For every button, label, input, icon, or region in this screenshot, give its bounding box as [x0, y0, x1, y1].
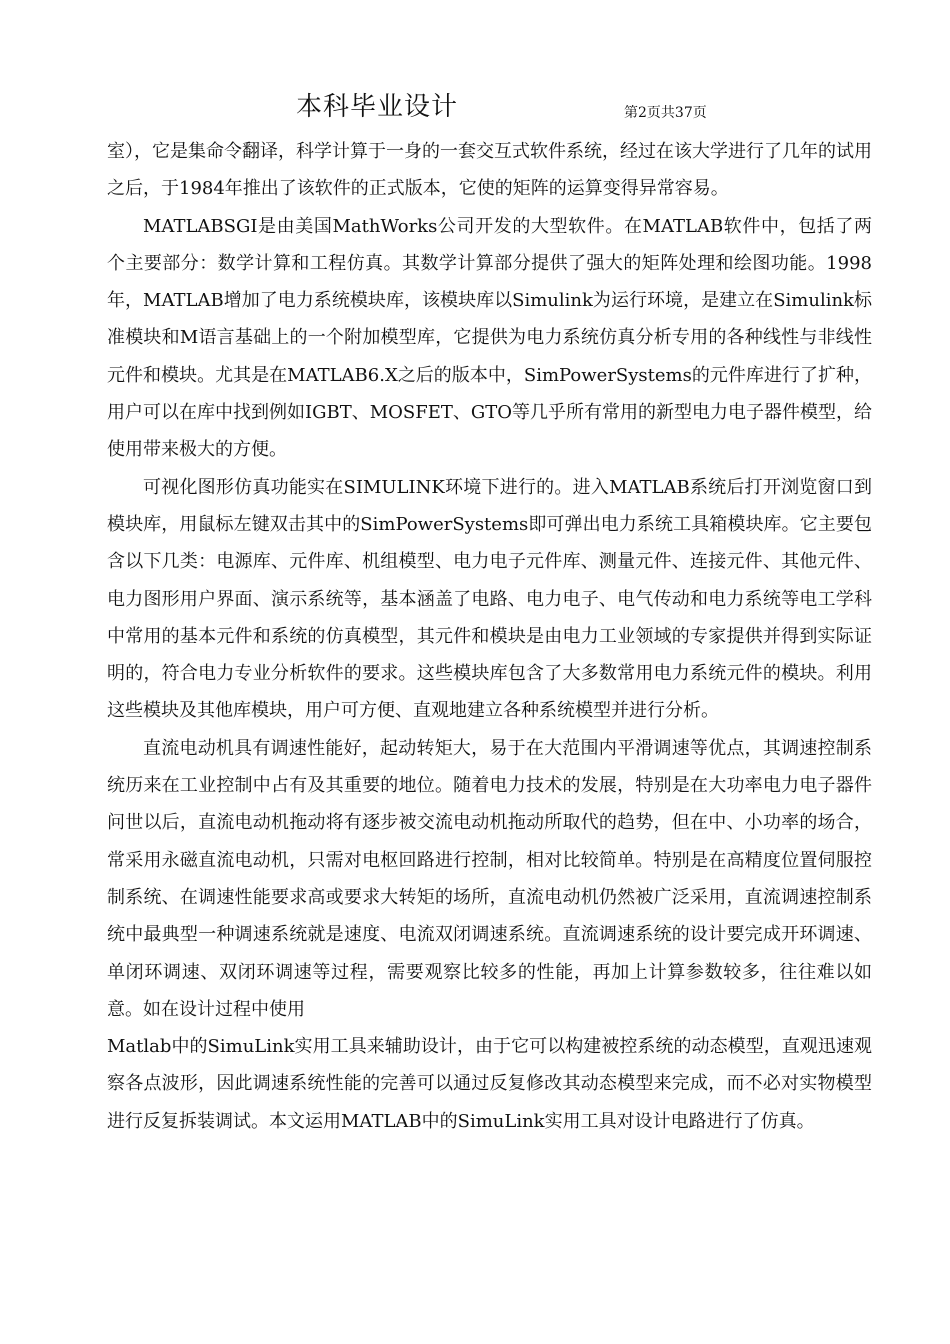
- page-number: 第2页共37页: [624, 105, 707, 121]
- paragraph: 直流电动机具有调速性能好，起动转矩大，易于在大范围内平滑调速等优点，其调速控制系统历来在工业控制中占有及其重要的地位。随着电力技术的发展，特别是在大功率电力电子器件问世以后，直流电动机拖动将有逐步被交流电动机拖动所取代的趋势，但在中、小功率的场合，常采用永磁直流电动机，只需对电枢回路进行控制，相对比较简单。特别是在高精度位置伺服控制系统、在调速性能要求高或要求大转矩的场所，直流电动机仍然被广泛采用，直流调速控制系统中最典型一种调速系统就是速度、电流双闭调速系统。直流调速系统的设计要完成开环调速、单闭环调速、双闭环调速等过程，需要观察比较多的性能，再加上计算参数较多，往往难以如意。如在设计过程中使用: [107, 737, 872, 1020]
- paragraph: Matlab中的SimuLink实用工具来辅助设计，由于它可以构建被控系统的动态模型，直观迅速观察各点波形，因此调速系统性能的完善可以通过反复修改其动态模型来完成，而不必对实物模型进行反复拆装调试。本文运用MATLAB中的SimuLink实用工具对设计电路进行了仿真。: [107, 1036, 872, 1132]
- paragraph: 室），它是集命令翻译，科学计算于一身的一套交互式软件系统，经过在该大学进行了几年的试用之后，于1984年推出了该软件的正式版本，它使的矩阵的运算变得异常容易。: [107, 141, 872, 200]
- page-header: [0, 82, 950, 126]
- paragraph: MATLABSGI是由美国MathWorks公司开发的大型软件。在MATLAB软件中，包括了两个主要部分：数学计算和工程仿真。其数学计算部分提供了强大的矩阵处理和绘图功能。1998年，MATLAB增加了电力系统模块库，该模块库以Simulink为运行环境，是建立在Simulink标准模块和M语言基础上的一个附加模型库，它提供为电力系统仿真分析专用的各种线性与非线性元件和模块。尤其是在MATLAB6.X之后的版本中，SimPowerSystems的元件库进行了扩种，用户可以在库中找到例如IGBT、MOSFET、GTO等几乎所有常用的新型电力电子器件模型，给使用带来极大的方便。: [107, 215, 873, 461]
- header-title: 本科毕业设计: [296, 92, 459, 122]
- paragraph: 可视化图形仿真功能实在SIMULINK环境下进行的。进入MATLAB系统后打开浏览窗口到模块库，用鼠标左键双击其中的SimPowerSystems即可弹出电力系统工具箱模块库。它主要包含以下几类：电源库、元件库、机组模型、电力电子元件库、测量元件、连接元件、其他元件、电力图形用户界面、演示系统等，基本涵盖了电路、电力电子、电气传动和电力系统等电工学科中常用的基本元件和系统的仿真模型，其元件和模块是由电力工业领域的专家提供并得到实际证明的，符合电力专业分析软件的要求。这些模块库包含了大多数常用电力系统元件的模块。利用这些模块及其他库模块，用户可方便、直观地建立各种系统模型并进行分析。: [107, 476, 872, 722]
- body-text: [107, 133, 872, 1140]
